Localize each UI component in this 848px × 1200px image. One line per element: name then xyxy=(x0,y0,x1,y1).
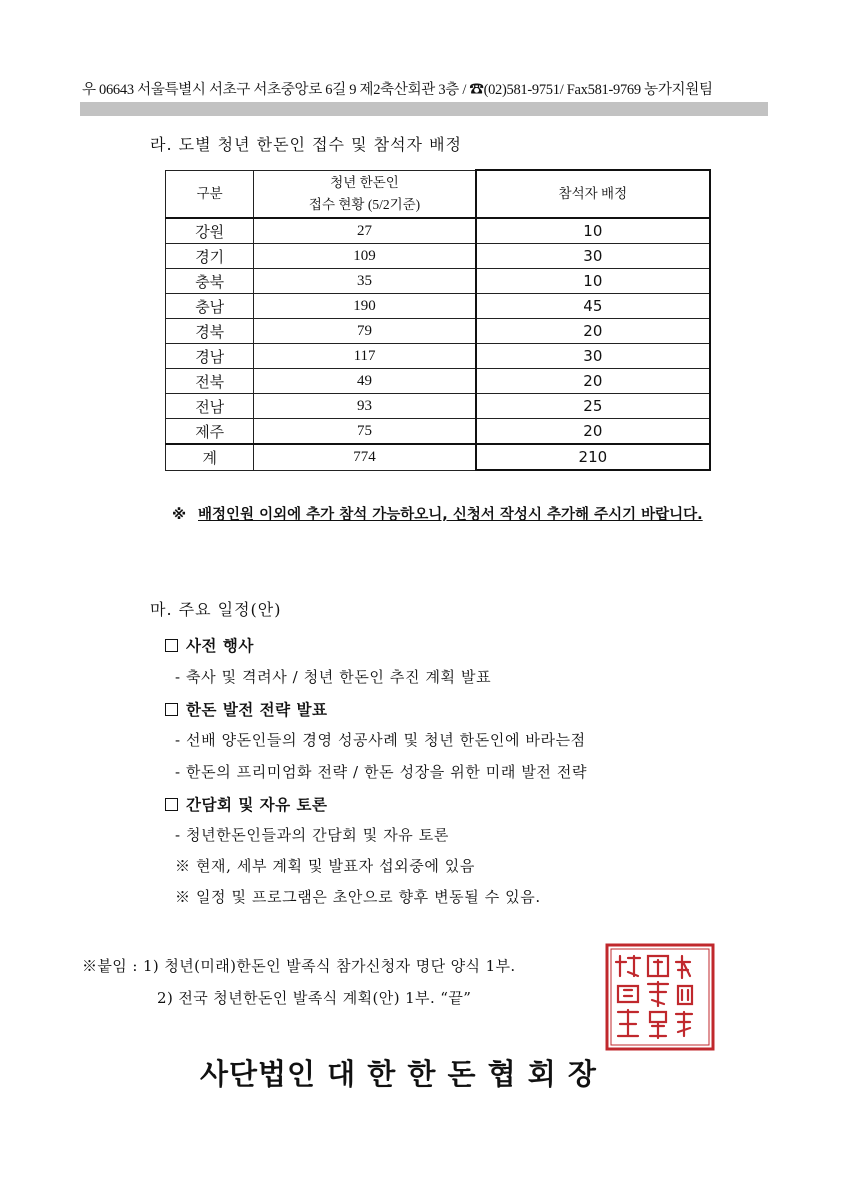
header-divider-bar xyxy=(80,102,768,116)
allocated-count-cell: 25 xyxy=(476,394,710,419)
schedule-line: - 축사 및 격려사 / 청년 한돈인 추진 계획 발표 xyxy=(175,668,492,686)
note-text: 배정인원 이외에 추가 참석 가능하오니, 신청서 작성시 추가해 주시기 바랍니다. xyxy=(198,507,703,523)
letterhead-address: 우 06643 서울특별시 서초구 서초중앙로 6길 9 제2축산회관 3층 / ☎(02)581-9751/ Fax581-9769 농가지원팀 xyxy=(82,82,713,98)
table-row xyxy=(166,244,711,269)
region-cell: 충남 xyxy=(166,294,254,319)
allocated-count-cell: 45 xyxy=(476,294,710,319)
allocated-count-cell: 10 xyxy=(476,218,710,244)
schedule-heading-pre-event xyxy=(165,634,254,656)
schedule-heading-discussion xyxy=(165,793,327,815)
region-cell: 강원 xyxy=(166,218,254,244)
allocated-count-cell: 20 xyxy=(476,419,710,445)
schedule-heading-strategy xyxy=(165,698,327,720)
attachment-line-1: ※붙임 : 1) 청년(미래)한돈인 발족식 참가신청자 명단 양식 1부. xyxy=(82,957,516,975)
region-cell: 경기 xyxy=(166,244,254,269)
region-cell: 제주 xyxy=(166,419,254,445)
table-row xyxy=(166,419,711,445)
allocated-count-cell: 30 xyxy=(476,244,710,269)
schedule-line: - 청년한돈인들과의 간담회 및 자유 토론 xyxy=(175,826,449,844)
heading-text: 한돈 발전 전략 발표 xyxy=(186,701,328,719)
table-row xyxy=(166,269,711,294)
heading-text: 간담회 및 자유 토론 xyxy=(186,796,328,814)
received-count-cell: 109 xyxy=(254,244,476,269)
header-received-line1: 청년 한돈인 xyxy=(330,174,399,190)
schedule-note: ※ 현재, 세부 계획 및 발표자 섭외중에 있음 xyxy=(175,857,475,875)
region-cell: 경남 xyxy=(166,344,254,369)
received-count-cell: 117 xyxy=(254,344,476,369)
table-row xyxy=(166,218,711,244)
received-count-cell: 35 xyxy=(254,269,476,294)
checkbox-square-icon xyxy=(165,639,178,652)
allocated-count-cell: 30 xyxy=(476,344,710,369)
header-allocation: 참석자 배정 xyxy=(476,170,710,218)
header-received-line2: 접수 현황 (5/2기준) xyxy=(308,196,421,212)
checkbox-square-icon xyxy=(165,798,178,811)
section-ma-title: 마. 주요 일정(안) xyxy=(150,600,282,619)
allocated-count-cell: 20 xyxy=(476,369,710,394)
header-received xyxy=(254,170,476,218)
table-row xyxy=(166,369,711,394)
received-count-cell: 49 xyxy=(254,369,476,394)
table-total-row xyxy=(166,444,711,470)
allocated-count-cell: 210 xyxy=(476,444,710,470)
section-ra-title: 라. 도별 청년 한돈인 접수 및 참석자 배정 xyxy=(150,135,462,154)
table-row xyxy=(166,344,711,369)
table-row xyxy=(166,294,711,319)
schedule-line: - 선배 양돈인들의 경영 성공사례 및 청년 한돈인에 바라는점 xyxy=(175,731,586,749)
allocation-note xyxy=(172,497,770,533)
received-count-cell: 79 xyxy=(254,319,476,344)
region-cell: 전북 xyxy=(166,369,254,394)
regional-allocation-table xyxy=(165,169,711,471)
received-count-cell: 75 xyxy=(254,419,476,445)
region-cell: 충북 xyxy=(166,269,254,294)
heading-text: 사전 행사 xyxy=(186,637,254,655)
header-category: 구분 xyxy=(166,170,254,218)
official-seal-icon xyxy=(604,942,716,1052)
region-cell: 경북 xyxy=(166,319,254,344)
region-cell: 계 xyxy=(166,444,254,470)
table-row xyxy=(166,394,711,419)
schedule-line: - 한돈의 프리미엄화 전략 / 한돈 성장을 위한 미래 발전 전략 xyxy=(175,763,588,781)
received-count-cell: 27 xyxy=(254,218,476,244)
table-row xyxy=(166,319,711,344)
region-cell: 전남 xyxy=(166,394,254,419)
checkbox-square-icon xyxy=(165,703,178,716)
table-header-row xyxy=(166,170,711,218)
received-count-cell: 93 xyxy=(254,394,476,419)
allocated-count-cell: 20 xyxy=(476,319,710,344)
received-count-cell: 774 xyxy=(254,444,476,470)
allocated-count-cell: 10 xyxy=(476,269,710,294)
received-count-cell: 190 xyxy=(254,294,476,319)
signature-line: 사단법인 대 한 한 돈 협 회 장 xyxy=(200,1057,597,1091)
attachment-line-2: 2) 전국 청년한돈인 발족식 계획(안) 1부. “끝” xyxy=(157,989,472,1007)
table-body xyxy=(166,218,711,470)
note-mark: ※ xyxy=(172,507,187,523)
schedule-note: ※ 일정 및 프로그램은 초안으로 향후 변동될 수 있음. xyxy=(175,888,541,906)
